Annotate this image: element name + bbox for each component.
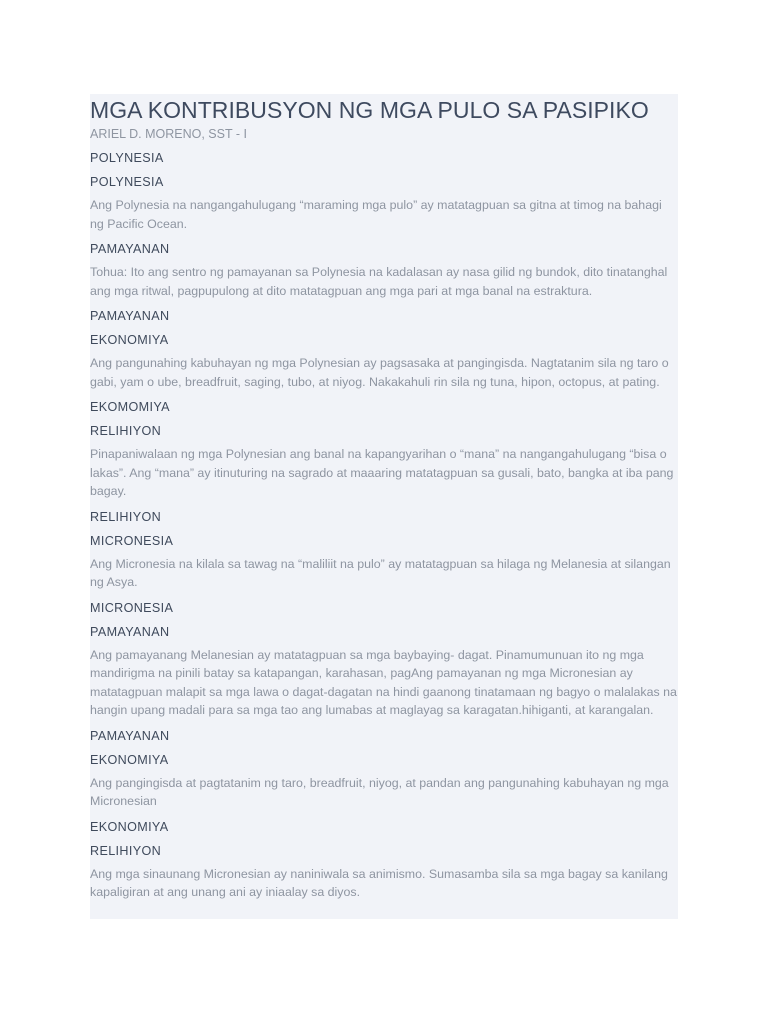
- section-heading: PAMAYANAN: [90, 309, 170, 323]
- section-heading: MICRONESIA: [90, 600, 174, 615]
- section-heading: PAMAYANAN: [90, 728, 170, 743]
- section-paragraph: Ang pamayanang Melanesian ay matatagpuan sa mga baybaying- dagat. Pinamumunuan ito ng mga mandirigma na pinili batay sa katapangan, karahasan, pagAng pamayanan ng mga Micronesian ay matatagpuan malapit sa mga lawa o dagat-dagatan na hindi gaanong tinatamaan ng bagyo o malalakas na hangin upang madali para sa mga tao ang lumabas at maglayag sa karagatan.hihiganti, at karangalan.: [90, 647, 677, 717]
- section-heading: PAMAYANAN: [90, 624, 170, 639]
- section-heading: EKONOMIYA: [90, 752, 169, 767]
- section-heading: POLYNESIA: [90, 175, 164, 189]
- section-paragraph: Ang mga sinaunang Micronesian ay naniniwala sa animismo. Sumasamba sila sa mga bagay sa kanilang kapaligiran at ang unang ani ay iniaalay sa diyos.: [90, 866, 668, 899]
- section-paragraph: Ang Polynesia na nangangahulugang “maraming mga pulo” ay matatagpuan sa gitna at timog na bahagi ng Pacific Ocean.: [90, 198, 662, 231]
- section-heading: EKOMOMIYA: [90, 400, 170, 414]
- section-heading: MICRONESIA: [90, 533, 174, 548]
- section-paragraph: Ang pangunahing kabuhayan ng mga Polynesian ay pagsasaka at pangingisda. Nagtatanim sila ng taro o gabi, yam o ube, breadfruit, saging, tubo, at niyog. Nakakahuli rin sila ng tuna, hipon, octopus, at pating.: [90, 356, 669, 389]
- section-heading: PAMAYANAN: [90, 242, 170, 256]
- document-page: [90, 94, 678, 919]
- section-heading: POLYNESIA: [90, 151, 164, 165]
- document-author: ARIEL D. MORENO, SST - I: [90, 127, 247, 141]
- section-heading: EKONOMIYA: [90, 333, 169, 347]
- document-body: [90, 142, 678, 902]
- section-paragraph: Ang pangingisda at pagtatanim ng taro, breadfruit, niyog, at pandan ang pangunahing kabuhayan ng mga Micronesian: [90, 775, 669, 808]
- section-heading: RELIHIYON: [90, 424, 162, 438]
- section-heading: RELIHIYON: [90, 843, 162, 858]
- section-paragraph: Pinapaniwalaan ng mga Polynesian ang banal na kapangyarihan o “mana” na nangangahulugang “bisa o lakas”. Ang “mana” ay itinuturing na sagrado at maaaring matatagpuan sa gusali, bato, bangka at iba pang bagay.: [90, 447, 674, 498]
- section-heading: RELIHIYON: [90, 509, 162, 524]
- section-paragraph: Ang Micronesia na kilala sa tawag na “maliliit na pulo” ay matatagpuan sa hilaga ng Melanesia at silangan ng Asya.: [90, 556, 671, 589]
- document-title: MGA KONTRIBUSYON NG MGA PULO SA PASIPIKO: [90, 97, 649, 123]
- section-heading: EKONOMIYA: [90, 819, 169, 834]
- section-paragraph: Tohua: Ito ang sentro ng pamayanan sa Polynesia na kadalasan ay nasa gilid ng bundok, dito tinatanghal ang mga ritwal, pagpupulong at dito matatagpuan ang mga pari at mga banal na estraktura.: [90, 265, 668, 298]
